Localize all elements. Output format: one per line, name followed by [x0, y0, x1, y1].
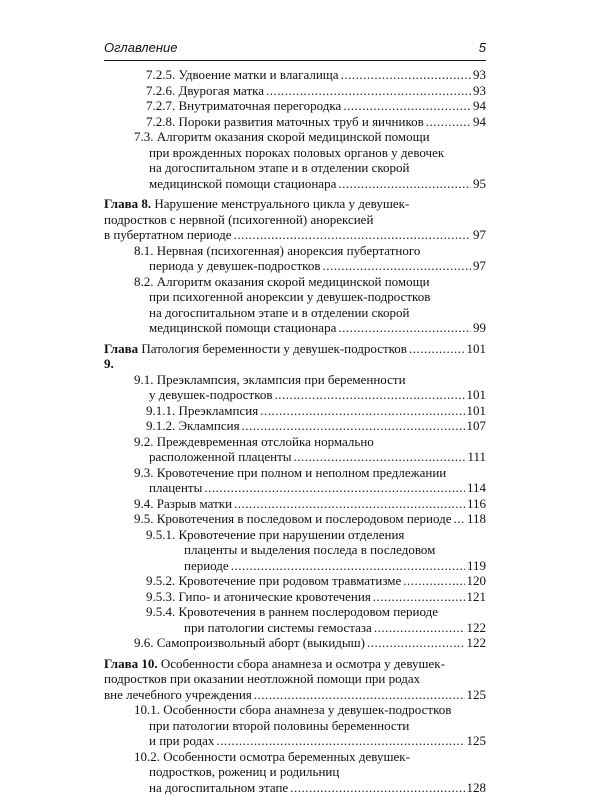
toc-entry — [104, 511, 486, 527]
toc-entry-number: 7.2.6. — [146, 83, 175, 99]
toc-entry-title-last-line: на догоспитальном этапе — [149, 780, 288, 795]
toc-entry-number: Глава 9. — [104, 341, 138, 372]
toc-page-number: 107 — [467, 418, 487, 434]
toc-entry-number: 8.1. — [134, 243, 154, 259]
toc-page-number: 101 — [467, 403, 487, 419]
toc-entry-title-line: на догоспитальном этапе и в отделении скорой — [149, 305, 410, 320]
toc-entry-number: 9.2. — [134, 434, 154, 450]
toc-entry-number: Глава 8. — [104, 196, 151, 212]
toc-entry — [104, 403, 486, 419]
toc-entry-title-last-line: Патология беременности у девушек-подростков — [141, 341, 407, 357]
toc-page-number: 119 — [467, 558, 486, 574]
toc-leader-dots — [338, 176, 471, 192]
toc-leader-dots — [409, 341, 465, 357]
toc-entry-number: Глава 10. — [104, 656, 158, 672]
toc-entry — [104, 243, 486, 274]
toc-entry — [104, 573, 486, 589]
toc-entry-title-line: плаценты и выделения последа в последовом — [184, 542, 435, 557]
toc-entry-title-last-line: периоде — [184, 558, 229, 574]
toc-leader-dots — [234, 227, 471, 243]
toc-leader-dots — [260, 403, 464, 419]
toc-entry-title-last-line: Внутриматочная перегородка — [179, 98, 342, 114]
toc-page-number: 94 — [473, 98, 486, 114]
toc-entry-number: 10.2. — [134, 749, 160, 765]
toc-entry-title-last-line: периода у девушек-подростков — [149, 258, 320, 274]
toc-leader-dots — [454, 511, 465, 527]
toc-entry-number: 9.3. — [134, 465, 154, 481]
toc-entry — [104, 129, 486, 191]
toc-entry-title-last-line: Разрыв матки — [157, 496, 232, 512]
toc-entry-title-last-line: медицинской помощи стационара — [149, 320, 336, 336]
toc-entry-number: 9.5.2. — [146, 573, 175, 589]
toc-page-number: 97 — [473, 227, 486, 243]
toc-entry-title-line: на догоспитальном этапе и в отделении скорой — [149, 160, 410, 175]
toc-entry-number: 9.1.2. — [146, 418, 175, 434]
toc-leader-dots — [216, 733, 464, 749]
running-header — [104, 40, 486, 58]
toc-page-number: 125 — [467, 733, 487, 749]
toc-entry-title-last-line: расположенной плаценты — [149, 449, 292, 465]
toc-page-number: 101 — [467, 387, 487, 403]
toc-leader-dots — [266, 83, 471, 99]
toc-entry — [104, 114, 486, 130]
toc-entry-title-last-line: плаценты — [149, 480, 202, 496]
toc-page-number: 111 — [467, 449, 486, 465]
toc-entry-title-last-line: вне лечебного учреждения — [104, 687, 252, 703]
toc-entry-number: 10.1. — [134, 702, 160, 718]
toc-entry-title-last-line: Самопроизвольный аборт (выкидыш) — [157, 635, 365, 651]
toc-entry — [104, 702, 486, 749]
toc-entry-title-line: Особенности сбора анамнеза у девушек-подростков — [163, 702, 451, 717]
toc-entry-title-line: Преэклампсия, эклампсия при беременности — [157, 372, 406, 387]
table-of-contents — [104, 67, 486, 795]
toc-entry-number: 9.4. — [134, 496, 154, 512]
toc-entry-title-last-line: Удвоение матки и влагалища — [179, 67, 339, 83]
toc-entry — [104, 83, 486, 99]
toc-entry-title-line: Алгоритм оказания скорой медицинской помощи — [157, 274, 430, 289]
toc-leader-dots — [374, 620, 465, 636]
toc-page-number: 116 — [467, 496, 486, 512]
toc-entry-title-last-line: Преэклампсия — [179, 403, 259, 419]
toc-page-number: 122 — [467, 635, 487, 651]
toc-entry — [104, 589, 486, 605]
toc-leader-dots — [341, 67, 471, 83]
toc-entry-title-line: Кровотечения в раннем послеродовом периоде — [179, 604, 438, 619]
toc-chapter — [104, 196, 486, 243]
toc-entry-title-line: Особенности осмотра беременных девушек- — [163, 749, 410, 764]
toc-page-number: 118 — [467, 511, 486, 527]
toc-entry-title-line: Преждевременная отслойка нормально — [157, 434, 374, 449]
toc-entry-number: 9.5.1. — [146, 527, 175, 543]
toc-entry — [104, 98, 486, 114]
toc-entry-number: 7.2.8. — [146, 114, 175, 130]
toc-page-number: 94 — [473, 114, 486, 130]
toc-chapter — [104, 656, 486, 703]
toc-entry-title-last-line: Пороки развития маточных труб и яичников — [179, 114, 424, 130]
toc-entry-title-line: при патологии второй половины беременности — [149, 718, 409, 733]
toc-page-number: 121 — [467, 589, 487, 605]
toc-entry — [104, 604, 486, 635]
toc-page-number: 122 — [467, 620, 487, 636]
toc-entry-title-line: Нервная (психогенная) анорексия пубертатного — [157, 243, 421, 258]
toc-entry-number: 8.2. — [134, 274, 154, 290]
toc-entry-title-line: Нарушение менструального цикла у девушек- — [154, 196, 409, 211]
toc-entry — [104, 465, 486, 496]
toc-chapter — [104, 341, 486, 372]
toc-entry-title-last-line: при патологии системы гемостаза — [184, 620, 372, 636]
toc-leader-dots — [322, 258, 471, 274]
toc-leader-dots — [290, 780, 464, 795]
toc-entry-title-last-line: Эклампсия — [179, 418, 240, 434]
toc-entry-title-line: подростков, рожениц и родильниц — [149, 764, 339, 779]
toc-entry-number: 7.2.7. — [146, 98, 175, 114]
toc-page-number: 95 — [473, 176, 486, 192]
toc-entry-number: 7.2.5. — [146, 67, 175, 83]
toc-page-number: 93 — [473, 83, 486, 99]
toc-page-number: 128 — [467, 780, 487, 795]
toc-leader-dots — [242, 418, 465, 434]
toc-entry-number: 9.5.3. — [146, 589, 175, 605]
toc-leader-dots — [403, 573, 464, 589]
toc-leader-dots — [343, 98, 471, 114]
toc-entry — [104, 635, 486, 651]
toc-entry — [104, 496, 486, 512]
running-header-title: Оглавление — [104, 40, 177, 55]
toc-entry-number: 9.5. — [134, 511, 154, 527]
toc-entry-title-line: при врожденных пороках половых органов у девочек — [149, 145, 444, 160]
toc-leader-dots — [231, 558, 465, 574]
toc-leader-dots — [294, 449, 466, 465]
toc-page-number: 120 — [467, 573, 487, 589]
toc-page-number: 99 — [473, 320, 486, 336]
toc-entry — [104, 418, 486, 434]
toc-entry-title-last-line: Двурогая матка — [179, 83, 265, 99]
toc-entry-title-last-line: Кровотечение при родовом травматизме — [179, 573, 402, 589]
toc-leader-dots — [275, 387, 465, 403]
toc-page-number: 114 — [467, 480, 486, 496]
toc-entry-title-line: подростков при оказании неотложной помощи при родах — [104, 671, 420, 686]
toc-entry-title-last-line: у девушек-подростков — [149, 387, 273, 403]
toc-page-number: 101 — [467, 341, 487, 357]
toc-leader-dots — [373, 589, 465, 605]
toc-page-number: 93 — [473, 67, 486, 83]
toc-page-number: 97 — [473, 258, 486, 274]
toc-entry-title-line: Кровотечение при полном и неполном предлежании — [157, 465, 447, 480]
toc-entry-number: 9.5.4. — [146, 604, 175, 620]
toc-entry-title-line: Кровотечение при нарушении отделения — [179, 527, 405, 542]
toc-entry-title-last-line: Гипо- и атонические кровотечения — [179, 589, 371, 605]
toc-leader-dots — [204, 480, 465, 496]
toc-entry — [104, 274, 486, 336]
toc-entry-title-line: подростков с нервной (психогенной) анорексией — [104, 212, 373, 227]
toc-entry-title-line: при психогенной анорексии у девушек-подростков — [149, 289, 430, 304]
page-number: 5 — [479, 40, 486, 55]
toc-leader-dots — [234, 496, 465, 512]
toc-entry — [104, 67, 486, 83]
toc-entry-number: 9.1. — [134, 372, 154, 388]
toc-page-number: 125 — [467, 687, 487, 703]
toc-entry-title-last-line: Кровотечения в последовом и послеродовом периоде — [157, 511, 452, 527]
toc-entry-title-last-line: медицинской помощи стационара — [149, 176, 336, 192]
toc-entry-number: 9.6. — [134, 635, 154, 651]
toc-entry — [104, 527, 486, 574]
toc-leader-dots — [426, 114, 471, 130]
toc-entry — [104, 434, 486, 465]
toc-entry — [104, 749, 486, 795]
toc-entry-number: 7.3. — [134, 129, 154, 145]
toc-leader-dots — [367, 635, 465, 651]
toc-entry-title-line: Алгоритм оказания скорой медицинской помощи — [157, 129, 430, 144]
toc-entry-title-line: Особенности сбора анамнеза и осмотра у девушек- — [161, 656, 445, 671]
header-rule — [104, 60, 486, 61]
toc-leader-dots — [254, 687, 465, 703]
toc-entry — [104, 372, 486, 403]
toc-entry-title-last-line: и при родах — [149, 733, 214, 749]
toc-entry-title-last-line: в пубертатном периоде — [104, 227, 232, 243]
toc-entry-number: 9.1.1. — [146, 403, 175, 419]
toc-leader-dots — [338, 320, 471, 336]
